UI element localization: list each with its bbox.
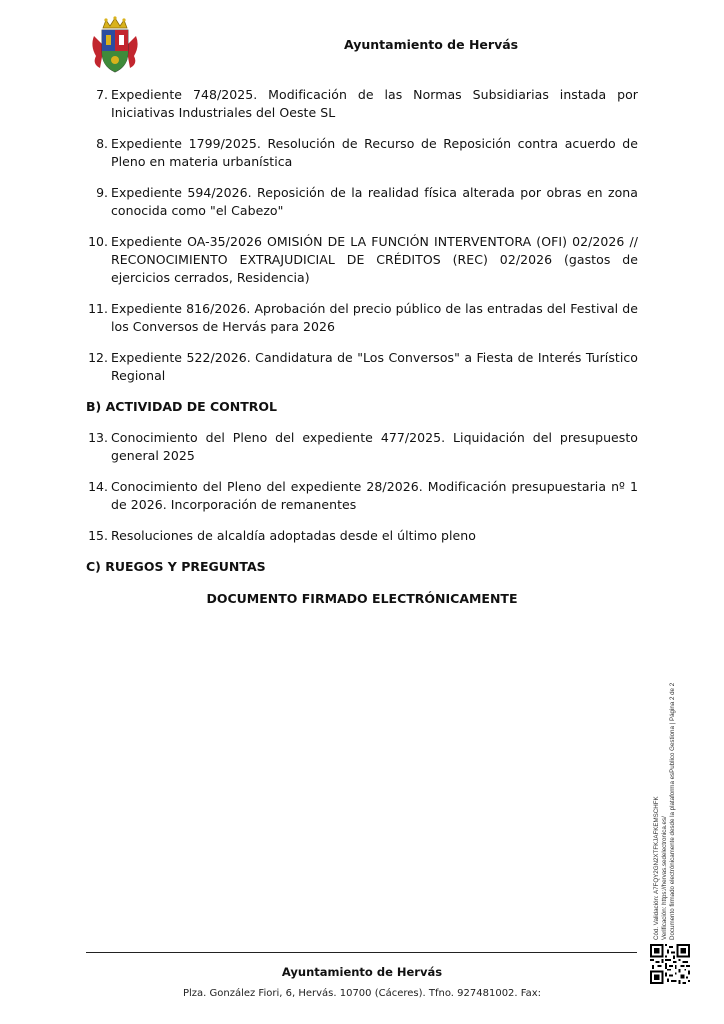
agenda-list-b	[86, 429, 638, 545]
agenda-item-number: 13.	[88, 430, 108, 445]
agenda-item-number: 12.	[88, 350, 108, 365]
signature-platform-note: Documento firmado electrónicamente desde la plataforma esPublico Gestiona | Página 2 de 2	[669, 682, 676, 940]
agenda-item	[86, 184, 638, 220]
header-title: Ayuntamiento de Hervás	[344, 37, 519, 52]
agenda-item-text: Expediente OA-35/2026 OMISIÓN DE LA FUNCIÓN INTERVENTORA (OFI) 02/2026 // RECONOCIMIENTO EXTRAJUDICIAL DE CRÉDITOS (REC) 02/2026 (gastos de ejercicios cerrados, Residencia)	[111, 234, 638, 285]
footer-address: Plza. González Fiori, 6, Hervás. 10700 (Cáceres). Tfno. 927481002. Fax:	[182, 988, 542, 999]
section-b-title: B) ACTIVIDAD DE CONTROL	[86, 399, 277, 414]
agenda-item-number: 7.	[96, 87, 108, 102]
agenda-item	[86, 527, 638, 545]
verification-url: Verificación: https://hervas.sedelectronica.es/	[661, 816, 668, 940]
agenda-item-text: Conocimiento del Pleno del expediente 28/2026. Modificación presupuestaria nº 1 de 2026. Incorporación de remanentes	[111, 479, 638, 512]
agenda-item	[86, 478, 638, 514]
agenda-item	[86, 300, 638, 336]
agenda-content	[86, 86, 638, 606]
agenda-item-text: Expediente 1799/2025. Resolución de Recurso de Reposición contra acuerdo de Pleno en materia urbanística	[111, 136, 638, 169]
agenda-item	[86, 429, 638, 465]
agenda-item-number: 9.	[96, 185, 108, 200]
agenda-item-number: 14.	[88, 479, 108, 494]
agenda-item	[86, 135, 638, 171]
validation-stamp	[653, 630, 677, 940]
agenda-item-text: Resoluciones de alcaldía adoptadas desde el último pleno	[111, 528, 476, 543]
agenda-item-text: Expediente 522/2026. Candidatura de "Los Conversos" a Fiesta de Interés Turístico Regional	[111, 350, 638, 383]
section-c-title: C) RUEGOS Y PREGUNTAS	[86, 559, 266, 574]
signature-notice: DOCUMENTO FIRMADO ELECTRÓNICAMENTE	[206, 591, 518, 606]
agenda-item-text: Expediente 816/2026. Aprobación del precio público de las entradas del Festival de los Conversos de Hervás para 2026	[111, 301, 638, 334]
footer-title: Ayuntamiento de Hervás	[281, 965, 443, 979]
agenda-item-number: 8.	[96, 136, 108, 151]
agenda-item	[86, 86, 638, 122]
agenda-item-number: 15.	[88, 528, 108, 543]
validation-code: Cód. Validación: A7FQY2GN2XTFKJAFKEMSCHFK	[653, 796, 660, 940]
agenda-list-a	[86, 86, 638, 385]
agenda-item-number: 11.	[88, 301, 108, 316]
agenda-item-number: 10.	[88, 234, 108, 249]
coat-of-arms-logo	[90, 16, 140, 76]
agenda-item-text: Expediente 748/2025. Modificación de las Normas Subsidiarias instada por Iniciativas Industriales del Oeste SL	[111, 87, 638, 120]
agenda-item-text: Expediente 594/2026. Reposición de la realidad física alterada por obras en zona conocida como "el Cabezo"	[111, 185, 638, 218]
footer-divider	[86, 952, 637, 953]
agenda-item	[86, 349, 638, 385]
agenda-item	[86, 233, 638, 287]
agenda-item-text: Conocimiento del Pleno del expediente 477/2025. Liquidación del presupuesto general 2025	[111, 430, 638, 463]
